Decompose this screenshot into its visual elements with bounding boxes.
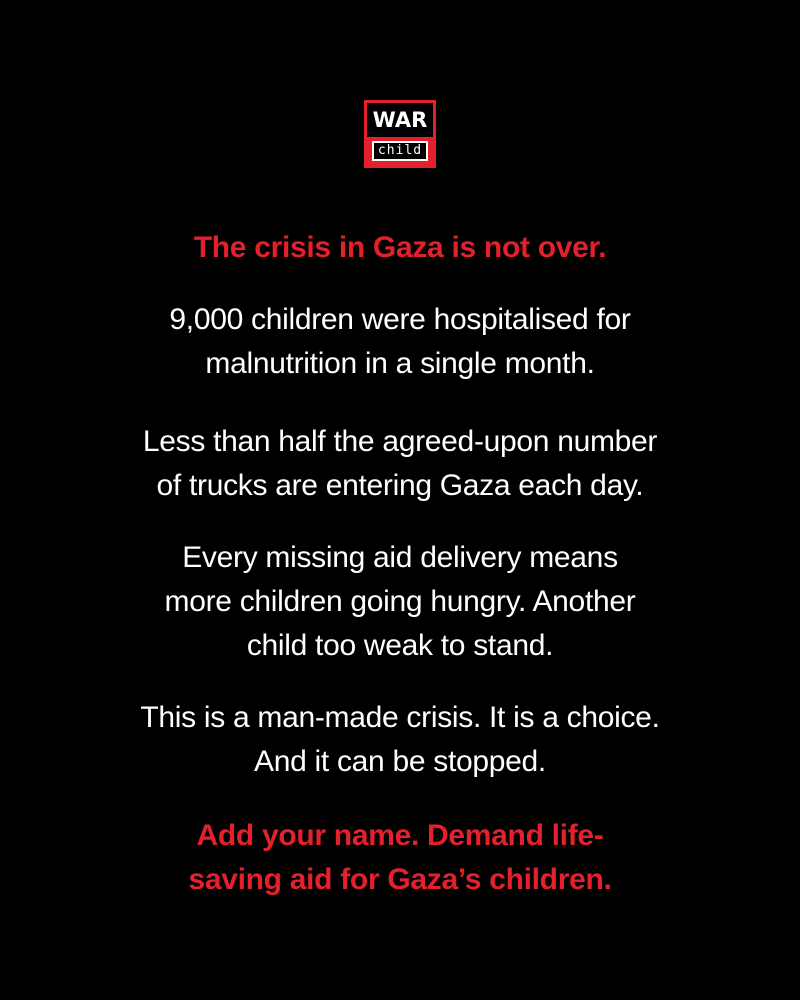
paragraph-line: child too weak to stand. <box>246 629 554 662</box>
paragraph-line: And it can be stopped. <box>254 745 546 778</box>
paragraph-man-made-crisis <box>40 696 760 784</box>
paragraph-line: Every missing aid delivery means <box>182 541 618 574</box>
paragraph-aid-delivery <box>40 536 760 668</box>
headline: The crisis in Gaza is not over. <box>193 231 607 264</box>
paragraph-line: of trucks are entering Gaza each day. <box>156 469 644 502</box>
war-child-logo <box>364 100 436 168</box>
cta-line: Add your name. Demand life- <box>196 819 604 852</box>
paragraph-trucks <box>40 420 760 508</box>
logo-war-text: WAR <box>367 103 433 137</box>
logo-child-band <box>367 137 433 165</box>
paragraph-line: This is a man-made crisis. It is a choice. <box>140 701 660 734</box>
call-to-action <box>40 814 760 902</box>
paragraph-hospitalised <box>40 298 760 386</box>
logo-child-text: child <box>372 141 428 161</box>
cta-line: saving aid for Gaza’s children. <box>188 863 612 896</box>
paragraph-line: more children going hungry. Another <box>164 585 636 618</box>
paragraph-line: Less than half the agreed-upon number <box>142 425 658 458</box>
paragraph-line: 9,000 children were hospitalised for <box>169 303 631 336</box>
paragraph-line: malnutrition in a single month. <box>205 347 595 380</box>
